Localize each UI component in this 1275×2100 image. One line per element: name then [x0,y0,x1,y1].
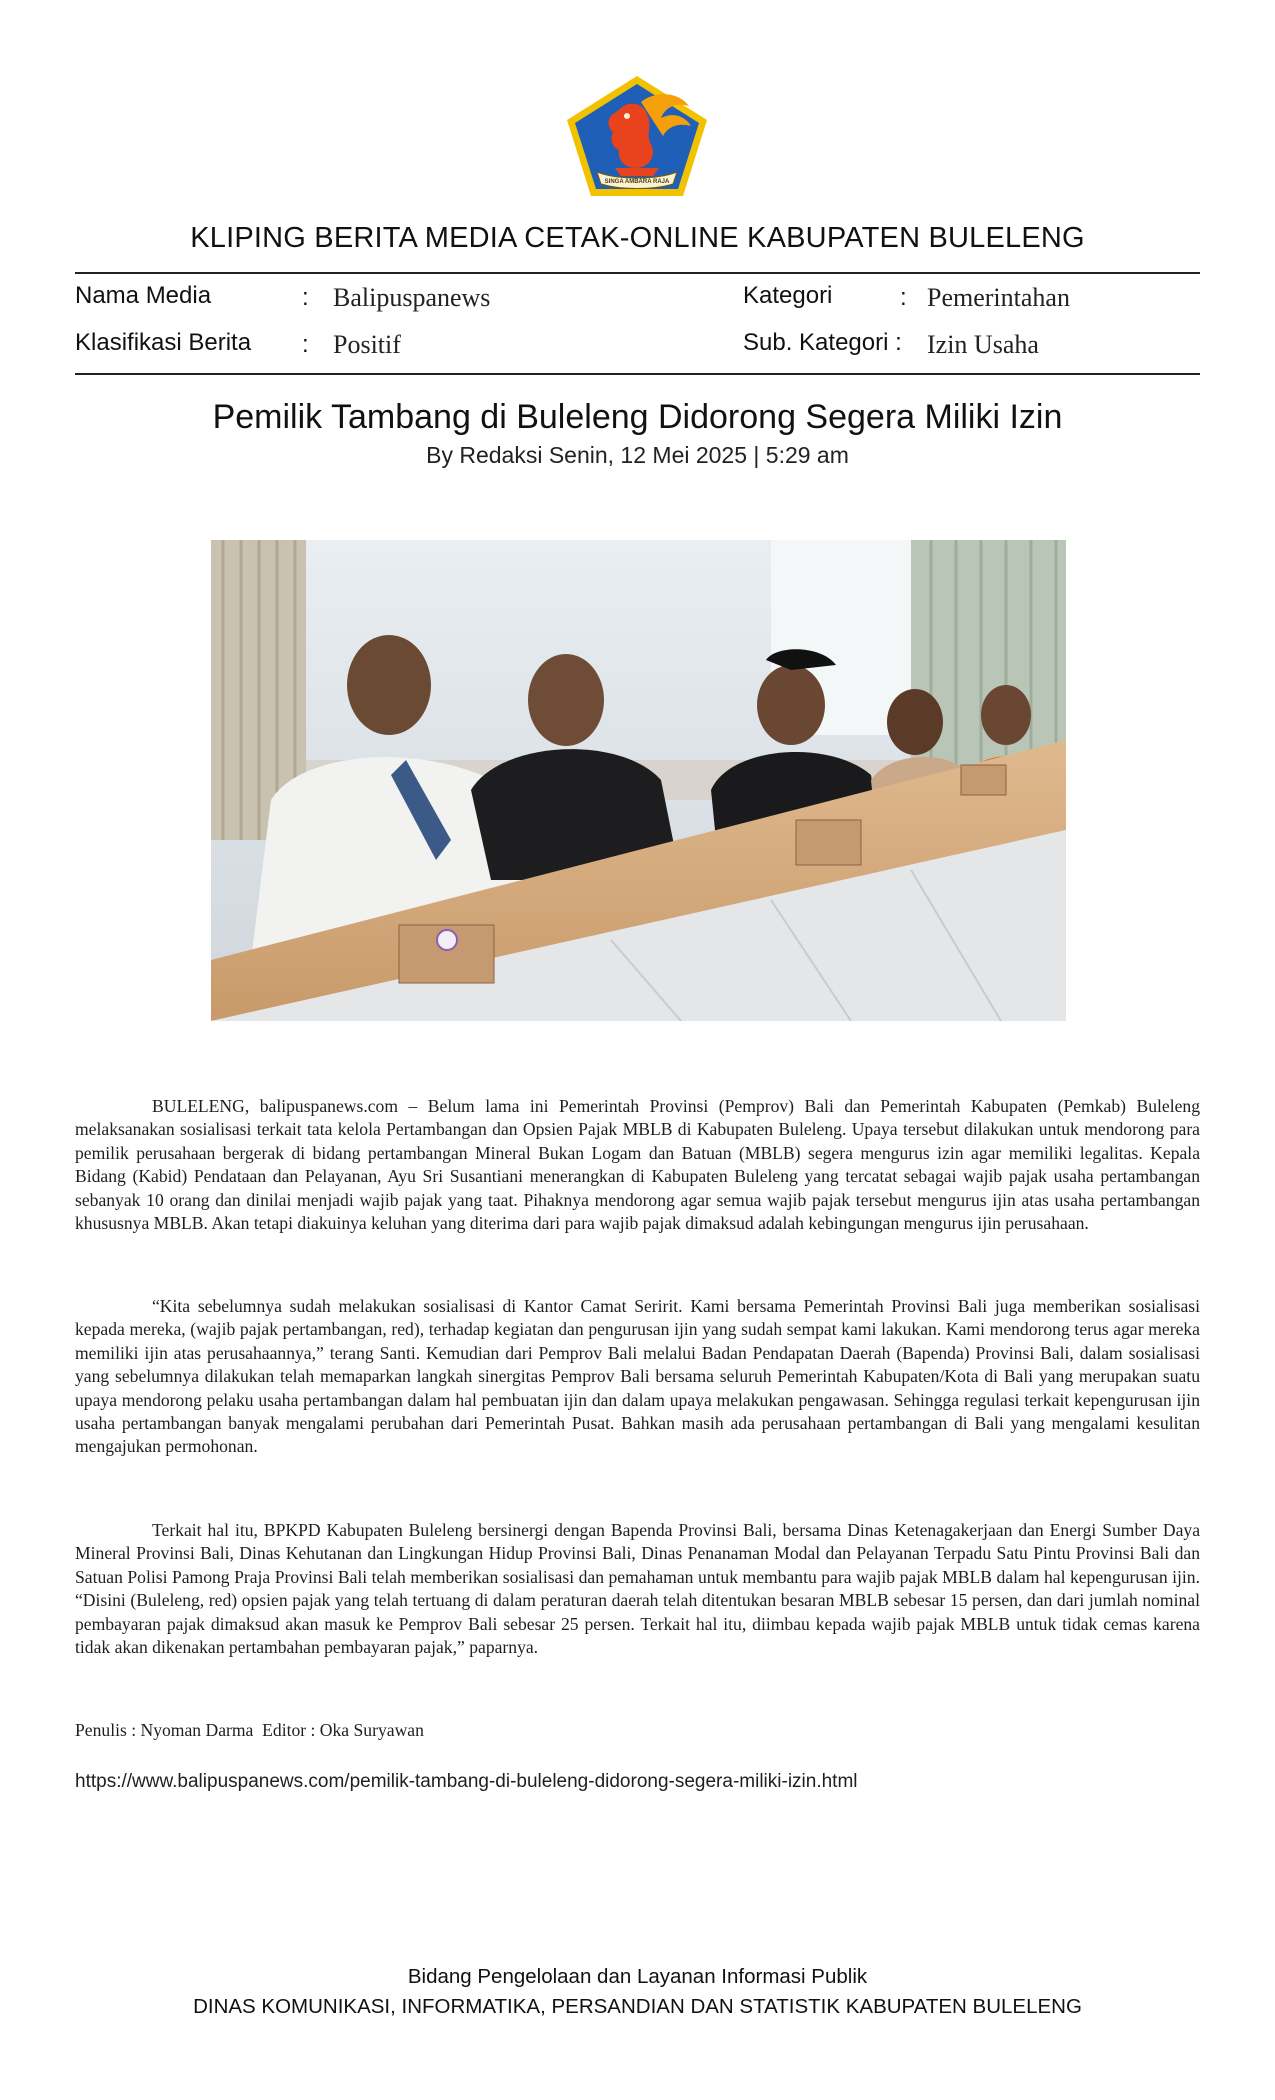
article-byline: By Redaksi Senin, 12 Mei 2025 | 5:29 am [426,442,849,468]
media-label: Nama Media [75,282,212,309]
article-paragraph-3: Terkait hal itu, BPKPD Kabupaten Buleleng bersinergi dengan Bapenda Provinsi Bali, bersama Dinas Ketenagakerjaan dan Energi Sumber Daya Mineral Provinsi Bali, Dinas Kehutanan dan Lingkungan Hidup Provinsi Bali, Dinas Penanaman Modal dan Pelayanan Terpadu Satu Pintu Provinsi Bali dan Satuan Polisi Pamong Praja Provinsi Bali telah memberikan sosialisasi dan pemahaman untuk membantu para wajib pajak MBLB dalam hal kepengurusan ijin. “Disini (Buleleng, red) opsien pajak yang telah tertuang di dalam peraturan daerah telah ditentukan besaran MBLB sebesar 15 persen, dan dari jumlah nominal pembayaran pajak dimaksud akan masuk ke Pemprov Bali sebesar 25 persen. Terkait hal itu, diimbau kepada wajib pajak MBLB untuk tidak cemas karena tidak akan dikenakan pertambahan pembayaran pajak,” paparnya. [75,1520,1200,1658]
klasifikasi-colon: : [302,331,309,358]
kategori-label: Kategori [743,282,833,309]
header-divider-top [75,272,1200,274]
media-value: Balipuspanews [333,283,491,312]
klasifikasi-label: Klasifikasi Berita [75,329,252,356]
logo-motto: SINGA AMBARA RAJA [604,179,670,185]
media-colon: : [302,284,309,311]
kategori-value: Pemerintahan [927,283,1070,312]
article-headline: Pemilik Tambang di Buleleng Didorong Segera Miliki Izin [212,398,1063,436]
article-paragraph-2: “Kita sebelumnya sudah melakukan sosialisasi di Kantor Camat Seririt. Kami bersama Pemerintah Provinsi Bali juga memberikan sosialisasi kepada mereka, (wajib pajak pertambangan, red), terhadap kegiatan dan pengurusan ijin yang sudah sempat kami lakukan. Kami mendorong terus agar mereka memiliki ijin atas perusahaannya,” terang Santi. Kemudian dari Pemprov Bali melalui Badan Pendapatan Daerah (Bapenda) Provinsi Bali, dalam sosialisasi yang sebelumnya dilakukan telah memaparkan langkah sinergitas Pemprov Bali bersama seluruh Pemerintah Kabupaten/Kota di Bali yang merupakan suatu upaya mendorong pelaku usaha pertambangan dalam hal pembuatan ijin dan dalam upaya melakukan pengawasan. Sehingga regulasi terkait kepengurusan ijin usaha pertambangan banyak mengalami perubahan dari Pemerintah Pusat. Bahkan masih ada perusahaan pertambangan di Bali yang mengalami kesulitan mengajukan permohonan. [75,1296,1200,1457]
singa-ambara-raja-emblem-icon [561,72,713,200]
article-paragraph-1: BULELENG, balipuspanews.com – Belum lama ini Pemerintah Provinsi (Pemprov) Bali dan Pemerintah Kabupaten (Pemkab) Buleleng melaksanakan sosialisasi terkait tata kelola Pertambangan dan Opsien Pajak MBLB di Kabupaten Buleleng. Upaya tersebut dilakukan untuk mendorong para pemilik perusahaan bergerak di bidang pertambangan Mineral Bukan Logam dan Batuan (MBLB) segera mengurus izin agar memiliki legalitas. Kepala Bidang (Kabid) Pendataan dan Pelayanan, Ayu Sri Susantiani menerangkan di Kabupaten Buleleng yang tercatat sebagai wajib pajak usaha pertambangan sebanyak 10 orang dan dinilai menjadi wajib pajak yang taat. Pihaknya mendorong agar semua wajib pajak tersebut mengurus ijin atas usaha pertambangan khususnya MBLB. Akan tetapi diakuinya keluhan yang diterima dari para wajib pajak dimaksud adalah kebingungan mengurus ijin perusahaan. [75,1096,1200,1234]
article-photo [211,540,1066,1021]
footer-division: Bidang Pengelolaan dan Layanan Informasi Publik [407,1965,868,1988]
kabupaten-buleleng-logo [561,72,713,200]
footer-agency: DINAS KOMUNIKASI, INFORMATIKA, PERSANDIAN DAN STATISTIK KABUPATEN BULELENG [193,1995,1082,2018]
sub-kategori-value: Izin Usaha [927,330,1039,359]
article-credits: Penulis : Nyoman Darma Editor : Oka Suryawan [75,1720,424,1740]
kategori-colon: : [900,284,907,311]
header-divider-bottom [75,373,1200,375]
klasifikasi-value: Positif [333,330,401,359]
clipping-header-title: KLIPING BERITA MEDIA CETAK-ONLINE KABUPATEN BULELENG [190,222,1085,254]
source-url-link[interactable]: https://www.balipuspanews.com/pemilik-tambang-di-buleleng-didorong-segera-miliki-izin.html [75,1771,858,1792]
sub-kategori-label: Sub. Kategori : [743,329,902,356]
